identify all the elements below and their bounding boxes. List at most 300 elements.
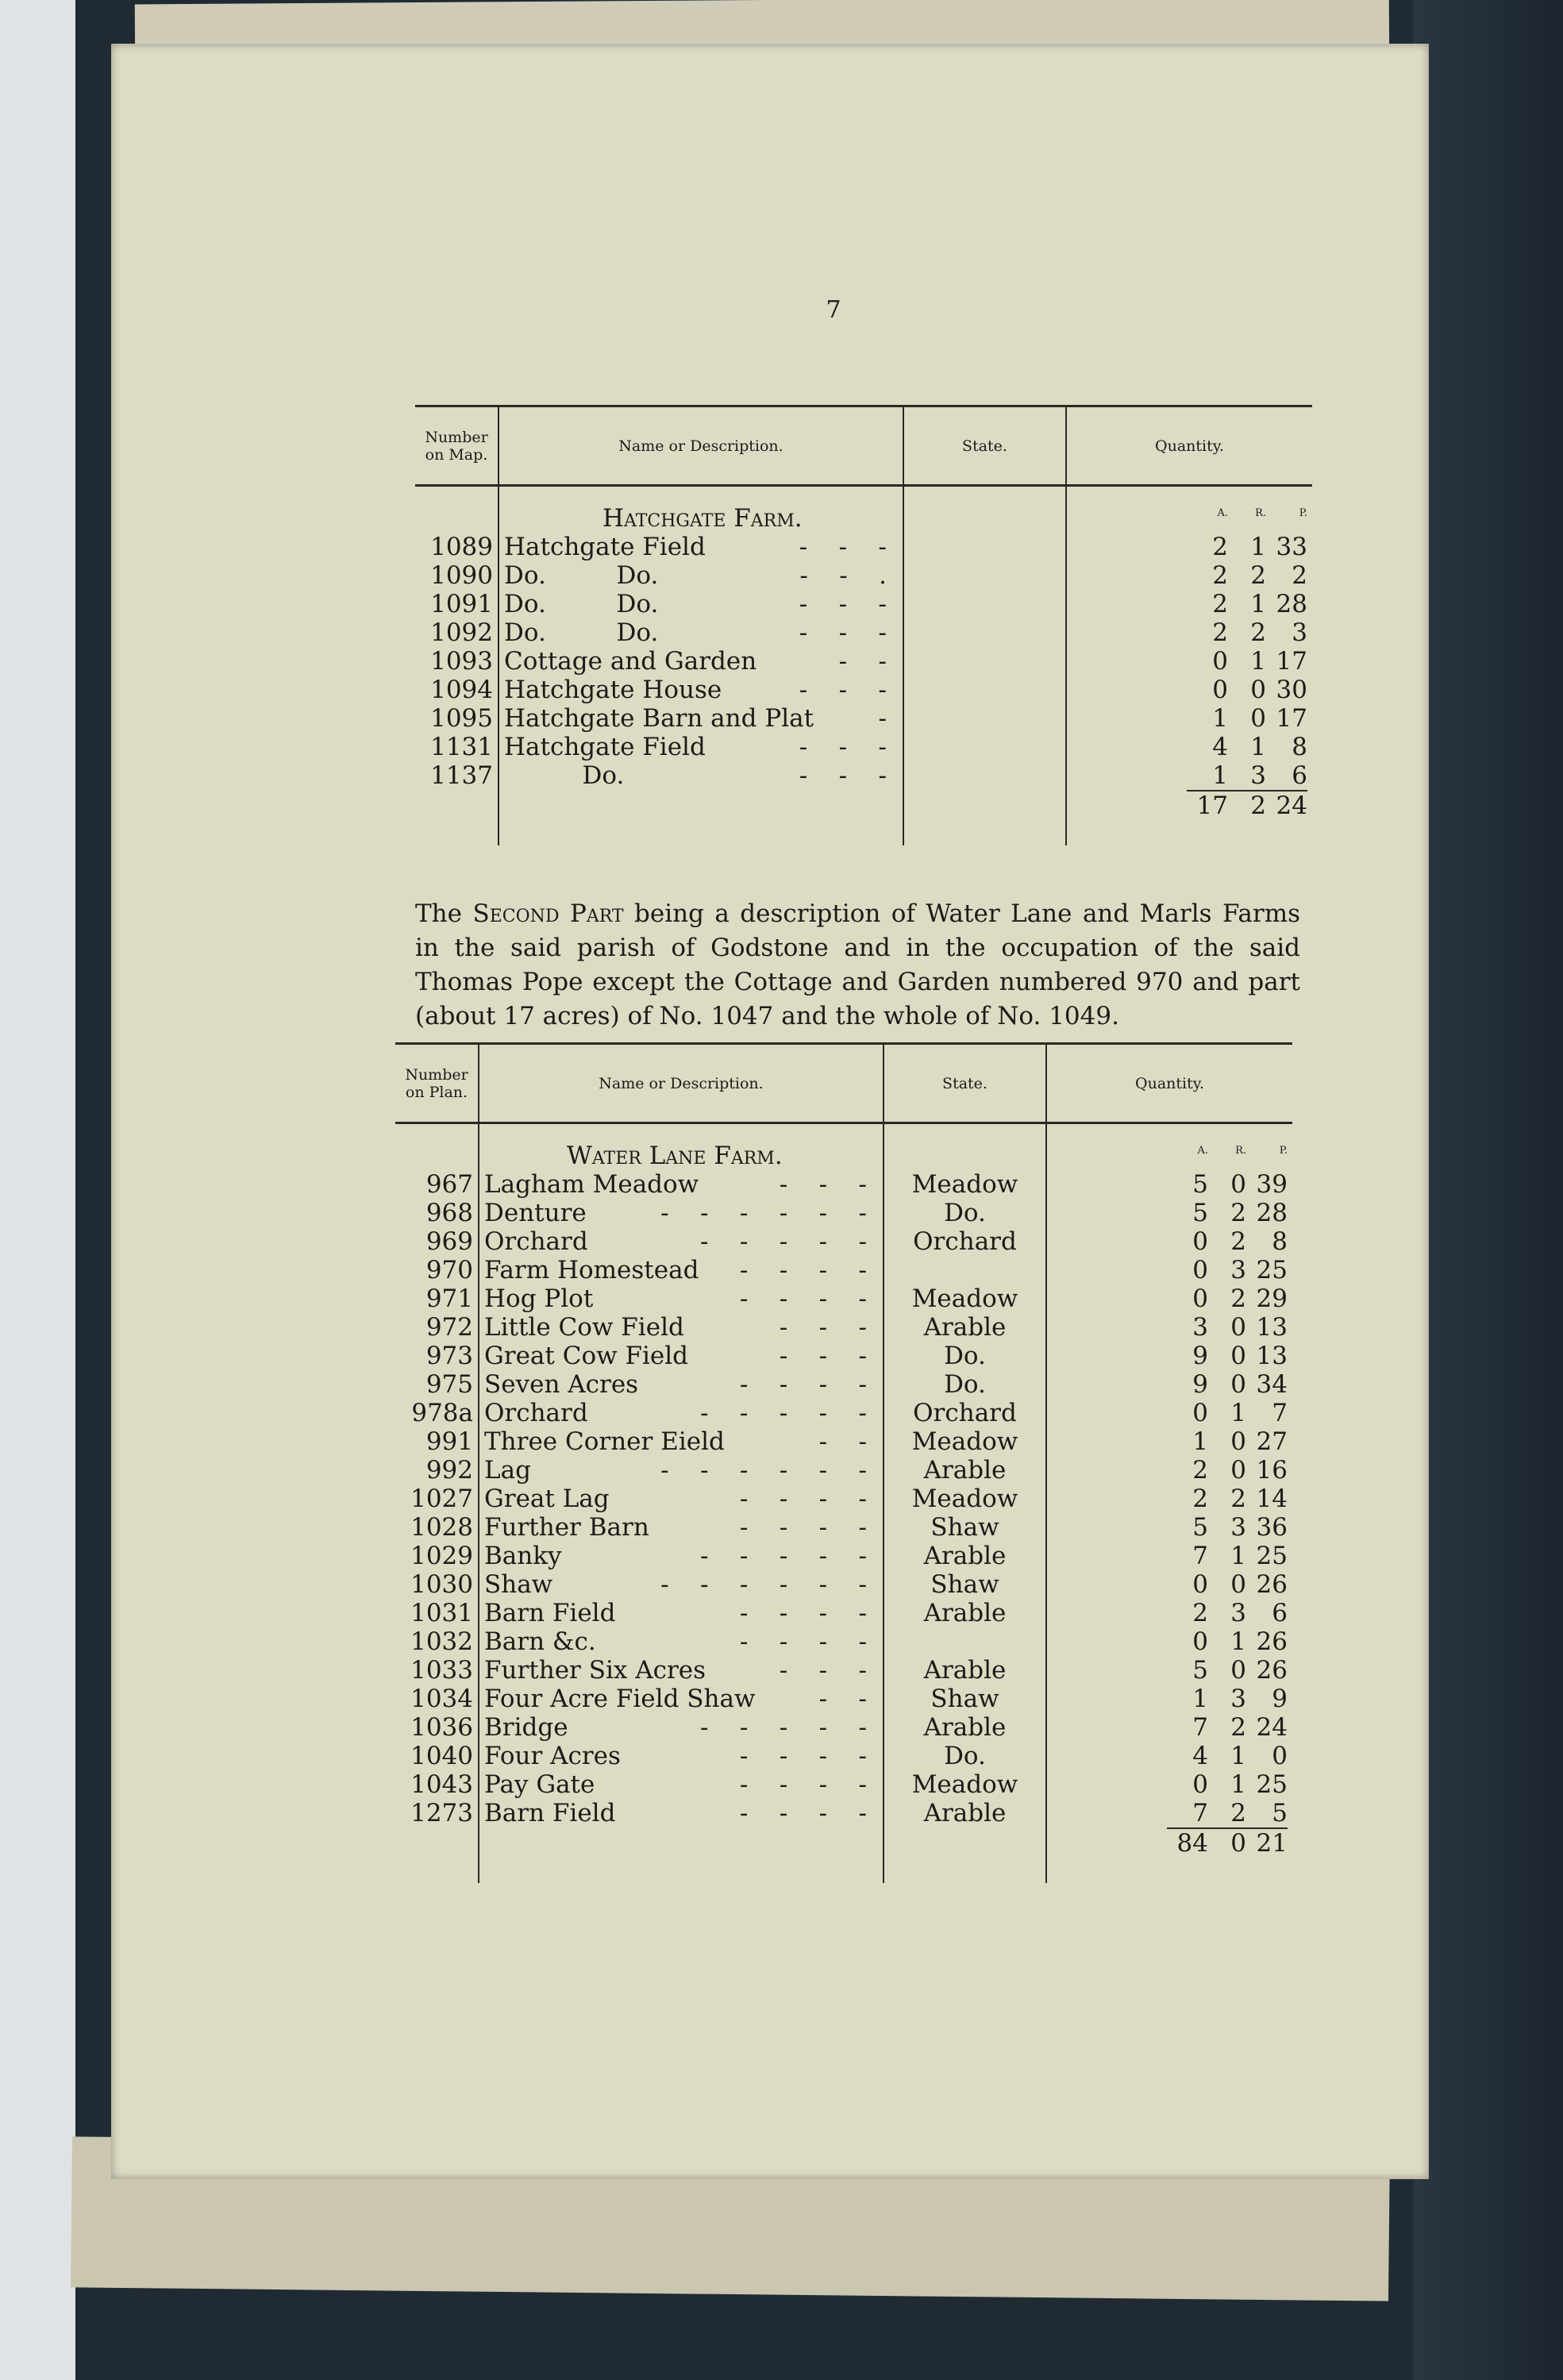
leader-dashes: - - - [799, 733, 887, 761]
parcel-number: 1034 [410, 1685, 473, 1713]
acres: 1 [1212, 761, 1228, 790]
total-perches: 21 [1256, 1829, 1288, 1858]
parcel-name: Hatchgate Field [504, 533, 706, 561]
table-row [395, 1370, 1292, 1399]
hatchgate-farm-table [415, 405, 1312, 845]
parcel-state: Arable [884, 1542, 1046, 1570]
leader-dashes: - - - [799, 761, 887, 790]
parcel-name-cell [479, 1656, 884, 1685]
leader-dashes: - - - - [739, 1742, 867, 1770]
parcel-quantity [1046, 1227, 1292, 1256]
roods: 0 [1230, 1313, 1246, 1342]
roods: 3 [1230, 1256, 1246, 1284]
parcel-state: Arable [884, 1599, 1046, 1627]
parcel-number: 1131 [430, 733, 493, 761]
parcel-number: 1029 [410, 1542, 473, 1570]
perches: 3 [1292, 618, 1307, 647]
table-row [415, 676, 1312, 704]
table-row [395, 1485, 1292, 1513]
roods: 1 [1230, 1627, 1246, 1656]
parcel-state: Do. [884, 1370, 1046, 1399]
perches: 6 [1272, 1599, 1288, 1627]
parcel-name: Do. Do. [504, 590, 659, 618]
parcel-state: Do. [884, 1342, 1046, 1370]
document-page [111, 44, 1429, 2179]
leader-dashes: - - - - [739, 1485, 867, 1513]
roods: 2 [1230, 1485, 1246, 1513]
acres: 0 [1192, 1227, 1208, 1256]
parcel-state: Shaw [884, 1685, 1046, 1713]
parcel-quantity [1046, 1342, 1292, 1370]
parcel-name-cell [479, 1456, 884, 1485]
table-row [395, 1170, 1292, 1199]
perches: 29 [1256, 1284, 1288, 1313]
acres: 0 [1212, 647, 1228, 676]
roods: 2 [1250, 618, 1266, 647]
perches: 24 [1256, 1713, 1288, 1742]
parcel-name: Do. Do. [504, 618, 659, 647]
parcel-quantity [1066, 647, 1312, 676]
acres: 1 [1192, 1685, 1208, 1713]
roods: 1 [1230, 1399, 1246, 1427]
header-number: Number on Plan. [395, 1044, 479, 1123]
section-title: Water Lane Farm. [479, 1123, 884, 1171]
parcel-name-cell [499, 590, 903, 618]
parcel-state: Meadow [884, 1170, 1046, 1199]
qty-unit-labels: A. R. P. [1217, 507, 1307, 519]
perches: 33 [1276, 533, 1307, 561]
table-row [395, 1313, 1292, 1342]
paragraph-body: being a description of Water Lane and Marls Farms in the said parish of Godstone and in the occupation of the said Thomas Pope except the Cottage and Garden numbered 970 and part (about 17 acres) of No. 1047 and the whole of No. 1049. [415, 899, 1301, 1030]
parcel-name: Further Barn [484, 1513, 649, 1542]
table-row [395, 1685, 1292, 1713]
total-row [395, 1827, 1292, 1883]
perches: 8 [1292, 733, 1307, 761]
roods: 2 [1230, 1284, 1246, 1313]
parcel-name: Little Cow Field [484, 1313, 684, 1342]
parcel-state: Arable [884, 1713, 1046, 1742]
total-acres: 17 [1196, 791, 1228, 820]
acres: 2 [1192, 1456, 1208, 1485]
leader-dashes: - - - - [739, 1256, 867, 1284]
parcel-quantity [1066, 704, 1312, 733]
parcel-number: 1040 [410, 1742, 473, 1770]
parcel-quantity [1046, 1799, 1292, 1827]
parcel-quantity [1046, 1399, 1292, 1427]
roods: 2 [1250, 561, 1266, 590]
roods: 3 [1250, 761, 1266, 790]
parcel-name: Hog Plot [484, 1284, 594, 1313]
parcel-number: 975 [425, 1370, 473, 1399]
table-row [395, 1284, 1292, 1313]
leader-dashes: - [878, 704, 887, 733]
parcel-name: Hatchgate House [504, 676, 722, 704]
table-row [395, 1799, 1292, 1827]
parcel-number: 1094 [430, 676, 493, 704]
parcel-name: Farm Homestead [484, 1256, 699, 1284]
parcel-state [903, 590, 1066, 618]
roods: 3 [1230, 1685, 1246, 1713]
table-row [415, 590, 1312, 618]
parcel-name: Pay Gate [484, 1770, 595, 1799]
parcel-number: 1028 [410, 1513, 473, 1542]
table-row [415, 561, 1312, 590]
parcel-quantity [1046, 1742, 1292, 1770]
table-row [395, 1570, 1292, 1599]
table-row [415, 533, 1312, 561]
quantity-total [1187, 790, 1307, 820]
parcel-name: Barn Field [484, 1799, 616, 1827]
table-row [395, 1456, 1292, 1485]
leader-dashes: - - - - [739, 1599, 867, 1627]
perches: 5 [1272, 1799, 1288, 1827]
parcel-quantity [1046, 1284, 1292, 1313]
roods: 0 [1250, 676, 1266, 704]
acres: 2 [1192, 1599, 1208, 1627]
parcel-number: 991 [425, 1427, 473, 1456]
parcel-quantity [1046, 1685, 1292, 1713]
leader-dashes: - - [818, 1685, 867, 1713]
header-quantity: Quantity. [1066, 406, 1312, 486]
parcel-number: 992 [425, 1456, 473, 1485]
parcel-name-cell [479, 1256, 884, 1284]
parcel-number: 967 [425, 1170, 473, 1199]
perches: 14 [1256, 1485, 1288, 1513]
leader-dashes: - - - [779, 1313, 867, 1342]
leader-dashes: - - - [799, 590, 887, 618]
parcel-number: 1137 [430, 761, 493, 790]
perches: 13 [1256, 1342, 1288, 1370]
parcel-quantity [1046, 1370, 1292, 1399]
parcel-quantity [1046, 1456, 1292, 1485]
leader-dashes: - - - - - - [660, 1570, 867, 1599]
roods: 2 [1230, 1227, 1246, 1256]
parcel-state: Meadow [884, 1284, 1046, 1313]
roods: 0 [1230, 1370, 1246, 1399]
table-row [395, 1599, 1292, 1627]
parcel-name-cell [479, 1227, 884, 1256]
parcel-number: 1036 [410, 1713, 473, 1742]
parcel-state: Do. [884, 1742, 1046, 1770]
parcel-state [903, 676, 1066, 704]
section-title: Hatchgate Farm. [499, 486, 903, 533]
parcel-name: Denture [484, 1199, 587, 1227]
perches: 2 [1292, 561, 1307, 590]
leader-dashes: - - . [799, 561, 887, 590]
parcel-state [903, 761, 1066, 790]
perches: 39 [1256, 1170, 1288, 1199]
parcel-quantity [1046, 1256, 1292, 1284]
parcel-name: Four Acres [484, 1742, 621, 1770]
leader-dashes: - - - - - - [660, 1199, 867, 1227]
table-row [415, 733, 1312, 761]
roods: 1 [1250, 590, 1266, 618]
acres: 3 [1192, 1313, 1208, 1342]
header-name: Name or Description. [499, 406, 903, 486]
water-lane-farm-table [395, 1042, 1292, 1883]
table-row [395, 1399, 1292, 1427]
acres: 5 [1192, 1656, 1208, 1685]
parcel-name: Barn &c. [484, 1627, 596, 1656]
acres: 9 [1192, 1370, 1208, 1399]
leader-dashes: - - - [779, 1170, 867, 1199]
parcel-name: Cottage and Garden [504, 647, 757, 676]
parcel-number: 1043 [410, 1770, 473, 1799]
table-row [395, 1513, 1292, 1542]
roods: 0 [1230, 1570, 1246, 1599]
perches: 26 [1256, 1656, 1288, 1685]
parcel-name-cell [499, 676, 903, 704]
perches: 28 [1276, 590, 1307, 618]
header-state: State. [903, 406, 1066, 486]
total-acres: 84 [1176, 1829, 1208, 1858]
parcel-state [903, 733, 1066, 761]
acres: 2 [1212, 533, 1228, 561]
paragraph-lead: The [415, 899, 473, 928]
parcel-state: Orchard [884, 1399, 1046, 1427]
table-row [395, 1656, 1292, 1685]
parcel-state [903, 647, 1066, 676]
parcel-number: 1090 [430, 561, 493, 590]
acres: 7 [1192, 1799, 1208, 1827]
parcel-name-cell [479, 1570, 884, 1599]
parcel-quantity [1066, 761, 1312, 790]
parcel-name-cell [479, 1599, 884, 1627]
acres: 0 [1212, 676, 1228, 704]
parcel-name: Orchard [484, 1227, 588, 1256]
perches: 36 [1256, 1513, 1288, 1542]
parcel-name-cell [499, 733, 903, 761]
parcel-number: 971 [425, 1284, 473, 1313]
roods: 1 [1250, 647, 1266, 676]
parcel-name-cell [479, 1627, 884, 1656]
parcel-name: Lag [484, 1456, 531, 1485]
parcel-number: 973 [425, 1342, 473, 1370]
leader-dashes: - - - [779, 1342, 867, 1370]
acres: 0 [1192, 1284, 1208, 1313]
acres: 2 [1212, 590, 1228, 618]
parcel-name-cell [479, 1427, 884, 1456]
parcel-name-cell [479, 1799, 884, 1827]
parcel-name-cell [499, 561, 903, 590]
perches: 30 [1276, 676, 1307, 704]
table-row [395, 1542, 1292, 1570]
parcel-name-cell [479, 1713, 884, 1742]
parcel-name: Seven Acres [484, 1370, 639, 1399]
roods: 0 [1230, 1342, 1246, 1370]
parcel-quantity [1046, 1199, 1292, 1227]
header-quantity: Quantity. [1046, 1044, 1292, 1123]
leader-dashes: - - - [799, 676, 887, 704]
perches: 17 [1276, 647, 1307, 676]
acres: 0 [1192, 1770, 1208, 1799]
parcel-state: Meadow [884, 1427, 1046, 1456]
parcel-name-cell [479, 1342, 884, 1370]
acres: 2 [1212, 618, 1228, 647]
header-number: Number on Map. [415, 406, 499, 486]
acres: 2 [1192, 1485, 1208, 1513]
leader-dashes: - - - - [739, 1799, 867, 1827]
acres: 1 [1192, 1427, 1208, 1456]
parcel-state: Meadow [884, 1485, 1046, 1513]
parcel-name-cell [479, 1370, 884, 1399]
perches: 9 [1272, 1685, 1288, 1713]
parcel-state [884, 1627, 1046, 1656]
table-row [395, 1199, 1292, 1227]
table-row [395, 1627, 1292, 1656]
parcel-name: Hatchgate Barn and Plat [504, 704, 814, 733]
roods: 2 [1230, 1713, 1246, 1742]
roods: 1 [1230, 1742, 1246, 1770]
parcel-state [884, 1256, 1046, 1284]
parcel-quantity [1046, 1656, 1292, 1685]
parcel-name-cell [499, 761, 903, 790]
leader-dashes: - - [838, 647, 887, 676]
header-name: Name or Description. [479, 1044, 884, 1123]
acres: 4 [1212, 733, 1228, 761]
total-perches: 24 [1276, 791, 1307, 820]
parcel-name: Three Corner Eield [484, 1427, 725, 1456]
parcel-state: Shaw [884, 1513, 1046, 1542]
parcel-name: Do. Do. [504, 561, 659, 590]
parcel-number: 1032 [410, 1627, 473, 1656]
parcel-name: Four Acre Field Shaw [484, 1685, 756, 1713]
acres: 0 [1192, 1399, 1208, 1427]
parcel-name: Barn Field [484, 1599, 616, 1627]
parcel-state [903, 533, 1066, 561]
total-roods: 2 [1250, 791, 1266, 820]
parcel-number: 1027 [410, 1485, 473, 1513]
acres: 0 [1192, 1627, 1208, 1656]
acres: 0 [1192, 1570, 1208, 1599]
parcel-name-cell [499, 618, 903, 647]
table-row [395, 1770, 1292, 1799]
parcel-number: 970 [425, 1256, 473, 1284]
table-row [415, 618, 1312, 647]
parcel-name-cell [479, 1685, 884, 1713]
parcel-quantity [1066, 561, 1312, 590]
leader-dashes: - - - [799, 618, 887, 647]
parcel-quantity [1066, 733, 1312, 761]
parcel-name: Hatchgate Field [504, 733, 706, 761]
parcel-quantity [1046, 1599, 1292, 1627]
parcel-number: 1273 [410, 1799, 473, 1827]
perches: 34 [1256, 1370, 1288, 1399]
parcel-quantity [1046, 1627, 1292, 1656]
roods: 1 [1230, 1770, 1246, 1799]
perches: 25 [1256, 1542, 1288, 1570]
parcel-number: 1095 [430, 704, 493, 733]
parcel-number: 969 [425, 1227, 473, 1256]
parcel-state: Arable [884, 1799, 1046, 1827]
parcel-state: Arable [884, 1456, 1046, 1485]
parcel-state [903, 704, 1066, 733]
leader-dashes: - - - - - [699, 1399, 867, 1427]
parcel-name-cell [479, 1513, 884, 1542]
perches: 26 [1256, 1627, 1288, 1656]
qty-unit-labels: A. R. P. [1197, 1145, 1288, 1157]
leader-dashes: - - [818, 1427, 867, 1456]
perches: 25 [1256, 1770, 1288, 1799]
roods: 0 [1230, 1427, 1246, 1456]
perches: 7 [1272, 1399, 1288, 1427]
table-row [415, 704, 1312, 733]
acres: 1 [1212, 704, 1228, 733]
total-row [415, 790, 1312, 845]
leader-dashes: - - - - - [699, 1713, 867, 1742]
parcel-name-cell [479, 1313, 884, 1342]
acres: 9 [1192, 1342, 1208, 1370]
parcel-quantity [1046, 1542, 1292, 1570]
parcel-quantity [1046, 1770, 1292, 1799]
leader-dashes: - - - [799, 533, 887, 561]
roods: 0 [1230, 1656, 1246, 1685]
parcel-name-cell [479, 1399, 884, 1427]
parcel-name-cell [479, 1170, 884, 1199]
roods: 1 [1250, 533, 1266, 561]
parcel-name: Shaw [484, 1570, 553, 1599]
parcel-number: 968 [425, 1199, 473, 1227]
parcel-quantity [1066, 676, 1312, 704]
acres: 4 [1192, 1742, 1208, 1770]
parcel-state: Shaw [884, 1570, 1046, 1599]
table-row [395, 1742, 1292, 1770]
perches: 8 [1272, 1227, 1288, 1256]
parcel-name-cell [479, 1742, 884, 1770]
parcel-name-cell [479, 1485, 884, 1513]
table-row [395, 1713, 1292, 1742]
parcel-name: Orchard [484, 1399, 588, 1427]
total-roods: 0 [1230, 1829, 1246, 1858]
perches: 0 [1272, 1742, 1288, 1770]
parcel-quantity [1046, 1713, 1292, 1742]
roods: 0 [1250, 704, 1266, 733]
parcel-number: 1093 [430, 647, 493, 676]
parcel-quantity [1046, 1170, 1292, 1199]
parcel-number: 1033 [410, 1656, 473, 1685]
parcel-number: 972 [425, 1313, 473, 1342]
table-row [415, 647, 1312, 676]
parcel-name-cell [499, 647, 903, 676]
parcel-name-cell [499, 704, 903, 733]
parcel-name: Banky [484, 1542, 562, 1570]
table-row [395, 1427, 1292, 1456]
parcel-quantity [1046, 1313, 1292, 1342]
parcel-name: Great Lag [484, 1485, 610, 1513]
leader-dashes: - - - - - [699, 1542, 867, 1570]
perches: 17 [1276, 704, 1307, 733]
parcel-number: 1092 [430, 618, 493, 647]
perches: 6 [1292, 761, 1307, 790]
roods: 0 [1230, 1170, 1246, 1199]
roods: 2 [1230, 1199, 1246, 1227]
acres: 5 [1192, 1170, 1208, 1199]
parcel-state [903, 561, 1066, 590]
perches: 13 [1256, 1313, 1288, 1342]
acres: 5 [1192, 1199, 1208, 1227]
parcel-number: 978a [411, 1399, 473, 1427]
quantity-total [1167, 1827, 1288, 1858]
roods: 0 [1230, 1456, 1246, 1485]
paragraph-small-caps: Second Part [472, 899, 624, 928]
parcel-quantity [1046, 1570, 1292, 1599]
roods: 3 [1230, 1599, 1246, 1627]
parcel-quantity [1066, 618, 1312, 647]
parcel-name-cell [479, 1542, 884, 1570]
table-row [395, 1342, 1292, 1370]
header-state: State. [884, 1044, 1046, 1123]
parcel-state: Do. [884, 1199, 1046, 1227]
